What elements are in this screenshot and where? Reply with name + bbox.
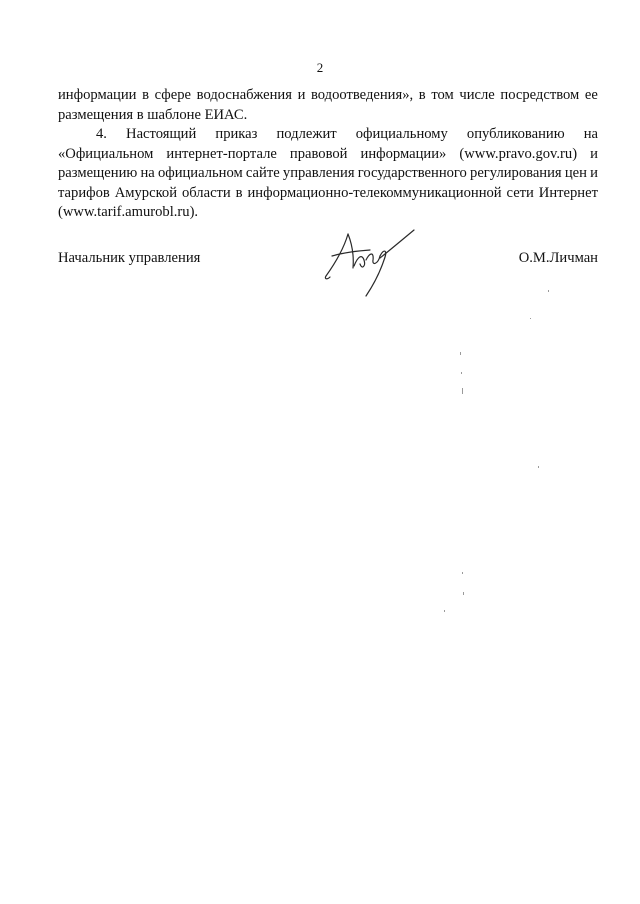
signatory-name: О.М.Личман [518,250,598,266]
scan-speck [463,592,464,595]
text-line: размещения в шаблоне ЕИАС. [58,106,248,123]
word: цен [564,165,587,181]
signatory-title: Начальник управления [58,250,201,266]
word: на [583,126,598,142]
word: государственного [357,165,467,181]
word: Амурской [114,184,178,201]
word: правовой [289,145,348,162]
word: сфере [154,87,192,103]
word: на [140,165,155,181]
word: сайте [245,165,280,181]
paragraph-1 [58,86,598,125]
word: сети [506,184,534,201]
word: Интернет [538,184,598,201]
word: интернет-портале [166,145,277,162]
word: в [235,184,243,201]
word: водоотведения», [311,87,414,103]
text-line [58,86,598,106]
word: тарифов [58,184,110,201]
word: и [590,165,598,181]
scan-speck [461,372,462,374]
word: посредством [500,87,580,103]
handwritten-signature-icon [318,226,428,300]
word: числе [459,87,495,103]
word: опубликованию [466,126,565,142]
scan-speck [462,388,463,394]
word: (www.pravo.gov.ru) [459,145,578,162]
word: в [142,87,150,103]
paragraph-4 [58,125,598,223]
page-number: 2 [316,60,324,75]
scan-speck [462,572,463,574]
word: водоснабжения [196,87,292,103]
word: регулирования [470,165,562,181]
word: 4. [96,126,107,142]
word: Настоящий [126,126,197,142]
scan-speck [530,318,531,319]
word: в [418,87,426,103]
scan-speck [548,290,549,292]
scan-speck [444,610,445,612]
text-line [58,145,598,165]
word: том [431,87,454,103]
word: приказ [215,126,258,142]
text-line [58,184,598,204]
word: управления [282,165,355,181]
word: и [590,145,598,162]
word: ее [584,87,598,103]
word: «Официальном [58,145,154,162]
word: официальному [355,126,448,142]
text-line: (www.tarif.amurobl.ru). [58,204,199,220]
word: информации [58,87,137,103]
word: информационно-телекоммуникационной [247,184,502,201]
word: информации» [360,145,447,162]
word: и [297,87,306,103]
word: официальном [157,165,243,181]
text-line [58,164,598,184]
word: подлежит [276,126,337,142]
scan-speck [538,466,539,468]
word: области [181,184,231,201]
text-line [58,125,598,145]
scan-speck [460,352,461,355]
word: размещению [58,165,138,181]
document-body [58,86,598,223]
